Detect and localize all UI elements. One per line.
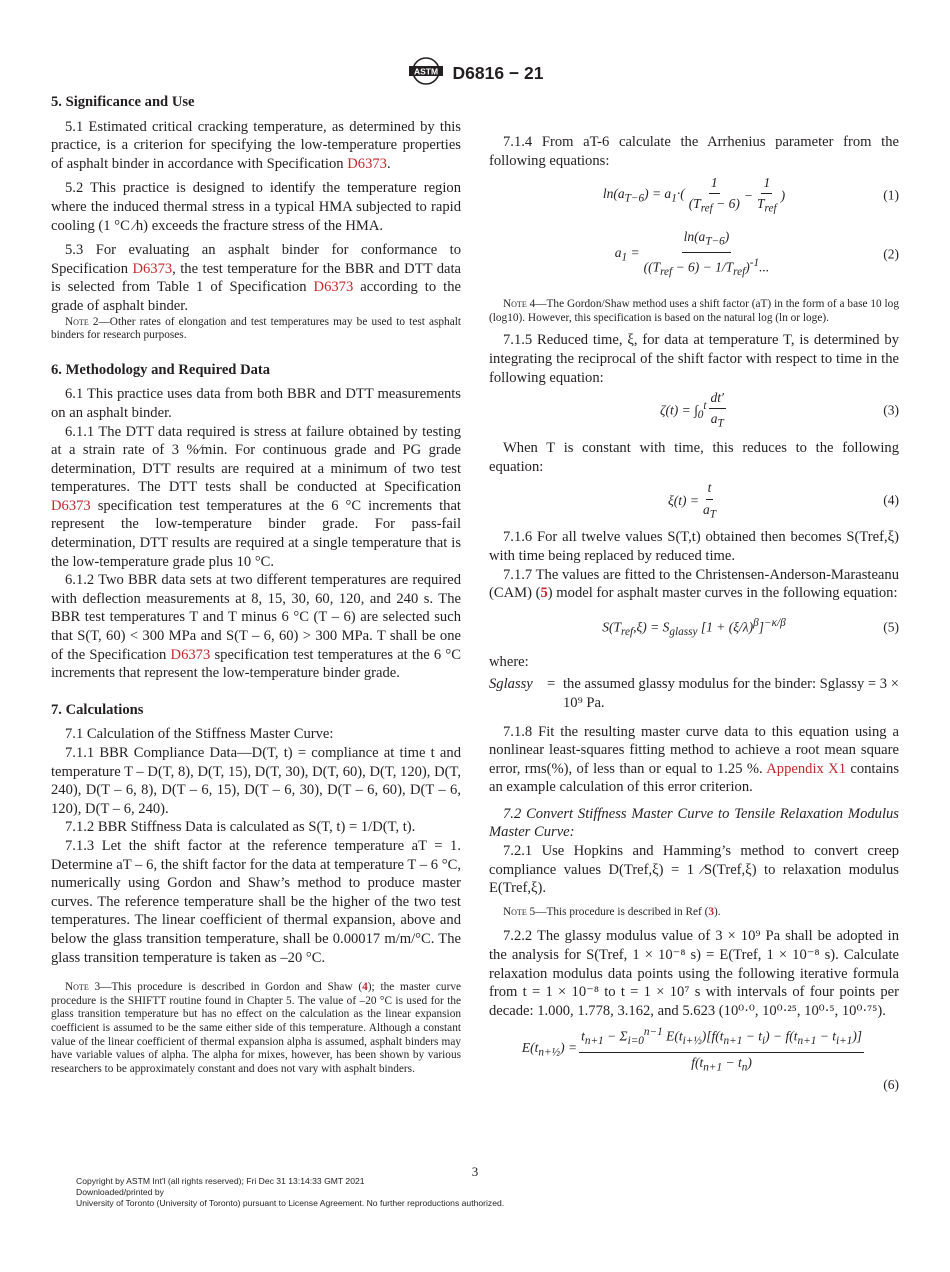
equation-number: (6) xyxy=(883,1077,899,1093)
footer-license: University of Toronto (University of Toronto) pursuant to License Agreement. No further reproductions authorized. xyxy=(76,1198,505,1208)
footer-downloaded: Downloaded/printed by xyxy=(76,1187,164,1197)
paragraph-7-1-3: 7.1.3 Let the shift factor at the reference temperature aT = 1. Determine aT – 6, the shift factor for the data at temperature T – 6 °C, numerically using Gordon and Shaw’s method to produce master curves. The reference temperature shall be the higher of the two test temperatures. The linear coefficient of thermal expansion, above and below the glass transition temperature, shall be 0.00017 m/m/°C. The glass transition temperature is taken as –20 °C. xyxy=(51,837,461,966)
paragraph-7-1-1: 7.1.1 BBR Compliance Data—D(T, t) = compliance at time t and temperature T – D(T, 8), D(T, 15), D(T, 30), D(T, 60), D(T, 120), D(T, 240), D(T – 6, 8), D(T – 6, 15), D(T – 6, 30), D(T – 6, 60), D(T – 6, 120), D(T – 6, 240). xyxy=(51,745,461,817)
equation-6: $E(t_{n+\frac{1}{2}})$ = $\frac{t_{n+1} - \Sigma_{i=0}^{n-1} E(t_{i+\frac{1}{2}})[f(t_{n+1} - t_i) - f(t_{n+1} - t_{i+1})]}{f(t_{n+1} - t_n)}$ xyxy=(489,1024,899,1076)
link-d6373[interactable]: D6373 xyxy=(51,497,91,514)
paragraph-6-1: 6.1 This practice uses data from both BBR and DTT measurements on an asphalt binder. xyxy=(51,386,461,421)
link-d6373[interactable]: D6373 xyxy=(170,646,211,663)
paragraph-5-1: 5.1 Estimated critical cracking temperature, as determined by this practice, is a criterion for specifying the low-temperature properties of asphalt binder in accordance with Specification D6373. xyxy=(51,118,461,172)
equation-2: $a_1$ = $\frac{\ln(a_{T-6})}{((T_{ref} - 6) - 1/T_{ref})^{-1}...}$ (2) xyxy=(614,229,899,279)
page-header xyxy=(0,56,950,91)
note-5: Note 5—This procedure is described in Ref (3). xyxy=(503,905,721,918)
ref-link[interactable]: 5 xyxy=(540,585,548,602)
ref-link[interactable]: 4 xyxy=(362,981,368,994)
section-5-title: 5. Significance and Use xyxy=(51,94,195,110)
footer-copyright: Copyright by ASTM Int'l (all rights reserved); Fri Dec 31 13:14:33 GMT 2021 xyxy=(76,1176,365,1186)
paragraph-5-3: 5.3 For evaluating an asphalt binder for conformance to Specification D6373, the test temperature for the BBR and DTT data is selected from Table 1 of Specification D6373 according to the grade of asphalt binder. xyxy=(51,242,461,314)
paragraph-7-1-7: 7.1.7 The values are fitted to the Christensen-Anderson-Marasteanu (CAM) (5) model for asphalt master curves in the following equation: xyxy=(489,566,899,602)
left-column xyxy=(51,93,461,1076)
svg-text:ASTM: ASTM xyxy=(413,66,438,77)
note-3: Note 3—This procedure is described in Gordon and Shaw (4); the master curve procedure is the SHIFTT routine found in Chapter 5. The value of –20 °C is used for the glass transition temperature but has no effect on the calculation as the linear expansion coefficient is assumed to be the same either side of this temperature. Although a constant value of the linear coefficient of thermal expansion alpha is assumed, asphalt binders may have variable values of alpha. The alpha for mixes, however, has been shown by various researchers to be approximately constant and does not vary with asphalt binders. xyxy=(51,981,462,1075)
equation-3: $\zeta(t) = \int_0^t$ $\frac{dt'}{a_T}$ (3) xyxy=(660,389,899,430)
paragraph-5-2: 5.2 This practice is designed to identify the temperature region where the induced thermal stress in a typical HMA subjected to rapid cooling (1 °C ⁄h) exceeds the fracture stress of the HMA. xyxy=(51,180,461,234)
paragraph-7-1-5: 7.1.5 Reduced time, ξ, for data at temperature T, is determined by integrating the reciprocal of the shift factor with respect to time in the following equation: xyxy=(489,332,899,386)
equation-number: (3) xyxy=(883,402,899,418)
paragraph-7-2: 7.2 Convert Stiffness Master Curve to Tensile Relaxation Modulus Master Curve: xyxy=(489,805,899,841)
note-4: Note 4—The Gordon/Shaw method uses a shift factor (aT) in the form of a base 10 log (log10). However, this specification is based on the natural log (ln or loge). xyxy=(489,298,899,324)
link-d6373[interactable]: D6373 xyxy=(347,155,387,172)
equation-1: $\ln(a_{T-6}) = a_1\cdot$( $\frac{1}{(T_{ref} - 6)}$ − $\frac{1}{T_{ref}}$ ) (1) xyxy=(602,174,899,216)
paragraph-constant: When T is constant with time, this reduces to the following equation: xyxy=(489,440,899,475)
equation-number: (4) xyxy=(883,493,899,509)
paragraph-7-2-2: 7.2.2 The glassy modulus value of 3 × 10⁹ Pa shall be adopted in the analysis for S(Tref, 1 × 10⁻⁸ s) = E(Tref, 1 × 10⁻⁸ s). Calculate relaxation modulus data points using the following iterative formula from t = 1 × 10⁻⁸ to t = 1 × 10⁷ s with intervals of four points per decade: 1.000, 1.778, 3.162, and 5.623 (10⁰·⁰, 10⁰·²⁵, 10⁰·⁵, 10⁰·⁷⁵). xyxy=(489,928,899,1019)
paragraph-7-1-2: 7.1.2 BBR Stiffness Data is calculated as S(T, t) = 1/D(T, t). xyxy=(65,819,416,836)
footer xyxy=(76,1176,504,1209)
section-7-title: 7. Calculations xyxy=(51,701,144,718)
note-2: Note 2—Other rates of elongation and test temperatures may be used to test asphalt binders for research purposes. xyxy=(51,315,461,342)
paragraph-7-1-8: 7.1.8 Fit the resulting master curve data to this equation using a nonlinear least-squares fitting method to achieve a root mean square error, rms(%), of less than or equal to 1.25 %. Appendix X1 contains an example calculation of this error criterion. xyxy=(489,723,899,796)
equation-number: (5) xyxy=(883,619,899,635)
right-column xyxy=(489,133,899,1095)
astm-logo-icon xyxy=(407,56,445,91)
equation-5: $S(T_{ref},\xi) = S_{glassy}$ $[1 + (\xi/\lambda)^\beta]^{-\kappa/\beta}$ (5) xyxy=(602,616,899,639)
paragraph-6-1-2: 6.1.2 Two BBR data sets at two different temperatures are required with deflection measurements at 8, 15, 30, 60, 120, and 240 s. The BBR test temperatures T and T minus 6 °C (T – 6) are selected such that S(T, 60) < 300 MPa and S(T – 6, 60) > 300 MPa. T shall be one of the Specification D6373 specification test temperatures at the 6 °C increments that represent the low-temperature binder grade. xyxy=(51,572,461,682)
paragraph-7-1-4: 7.1.4 From aT-6 calculate the Arrhenius parameter from the following equations: xyxy=(489,134,899,169)
link-d6373[interactable]: D6373 xyxy=(313,279,354,296)
ref-link[interactable]: 3 xyxy=(708,905,715,918)
appendix-link[interactable]: Appendix X1 xyxy=(766,760,846,777)
where-label: where: xyxy=(489,653,529,670)
definition-sglassy: Sglassy = the assumed glassy modulus for the binder: Sglassy = 3 × 10⁹ Pa. xyxy=(489,676,899,711)
paragraph-7-1-6: 7.1.6 For all twelve values S(T,t) obtained then becomes S(Tref,ξ) with time being replaced by reduced time. xyxy=(489,529,899,564)
paragraph-6-1-1: 6.1.1 The DTT data required is stress at failure obtained by testing at a strain rate of 3 %⁄min. For continuous grade and PG grade determination, DTT results are required at a minimum of two test temperatures. The DTT tests shall be conducted at Specification D6373 specification test temperatures at the 6 °C increments that represent the low-temperature binder grade. For pass-fail determination, DTT results are required at a single temperature that is the low-temperature grade plus 10 °C. xyxy=(51,423,461,570)
paragraph-7-2-1: 7.2.1 Use Hopkins and Hamming’s method to convert creep compliance values D(Tref,ξ) = 1 ⁄S(Tref,ξ) to relaxation modulus E(Tref,ξ). xyxy=(489,843,899,897)
equation-number: (1) xyxy=(883,187,899,203)
section-6-title: 6. Methodology and Required Data xyxy=(51,361,271,378)
equation-number: (2) xyxy=(883,246,899,262)
page-number: 3 xyxy=(471,1164,479,1179)
document-id: D6816 − 21 xyxy=(452,63,544,83)
equation-4: ξ(t) = $\frac{t}{a_T}$ (4) xyxy=(667,479,899,521)
paragraph-7-1: 7.1 Calculation of the Stiffness Master Curve: xyxy=(65,726,334,743)
link-d6373[interactable]: D6373 xyxy=(132,260,173,277)
